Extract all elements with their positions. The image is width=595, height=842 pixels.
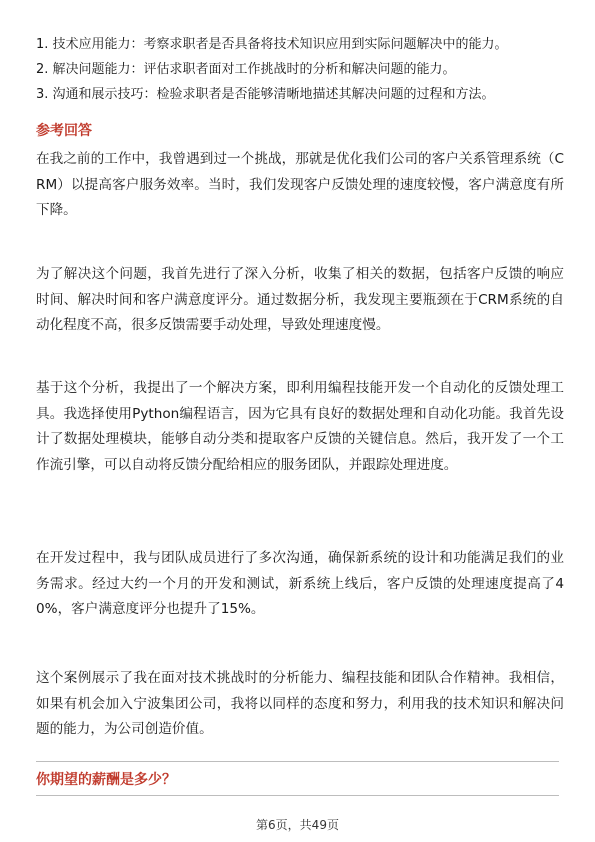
next-question-heading: 你期望的薪酬是多少？: [36, 772, 176, 788]
answer-paragraph: 为了解决这个问题，我首先进行了深入分析，收集了相关的数据，包括客户反馈的响应时间、解决时间和客户满意度评分。通过数据分析，我发现主要瓶颈在于CRM系统的自动化程度不高，很多反馈需要手动处理，导致处理速度慢。: [36, 266, 564, 333]
criteria-item-problem-solving: 2. 解决问题能力：评估求职者面对工作挑战时的分析和解决问题的能力。: [36, 62, 456, 77]
page-number-footer: 第6页，共49页: [256, 818, 339, 832]
reference-answer-heading: 参考回答: [36, 123, 92, 139]
section-divider-bottom: [36, 795, 559, 796]
criteria-item-communication: 3. 沟通和展示技巧：检验求职者是否能够清晰地描述其解决问题的过程和方法。: [36, 87, 495, 102]
answer-paragraph: 在开发过程中，我与团队成员进行了多次沟通，确保新系统的设计和功能满足我们的业务需求。经过大约一个月的开发和测试，新系统上线后，客户反馈的处理速度提高了40%，客户满意度评分也提升了15%。: [36, 550, 564, 617]
answer-paragraph: 基于这个分析，我提出了一个解决方案，即利用编程技能开发一个自动化的反馈处理工具。我选择使用Python编程语言，因为它具有良好的数据处理和自动化功能。我首先设计了数据处理模块，能够自动分类和提取客户反馈的关键信息。然后，我开发了一个工作流引擎，可以自动将反馈分配给相应的服务团队，并跟踪处理进度。: [36, 380, 564, 473]
section-divider-top: [36, 761, 559, 762]
criteria-item-technical-application: 1. 技术应用能力：考察求职者是否具备将技术知识应用到实际问题解决中的能力。: [36, 37, 508, 52]
answer-paragraph: 这个案例展示了我在面对技术挑战时的分析能力、编程技能和团队合作精神。我相信，如果有机会加入宁波集团公司，我将以同样的态度和努力，利用我的技术知识和解决问题的能力，为公司创造价值。: [36, 670, 564, 737]
evaluation-criteria-list: [36, 32, 561, 107]
answer-paragraph: 在我之前的工作中，我曾遇到过一个挑战，那就是优化我们公司的客户关系管理系统（CRM）以提高客户服务效率。当时，我们发现客户反馈处理的速度较慢，客户满意度有所下降。: [36, 151, 564, 218]
